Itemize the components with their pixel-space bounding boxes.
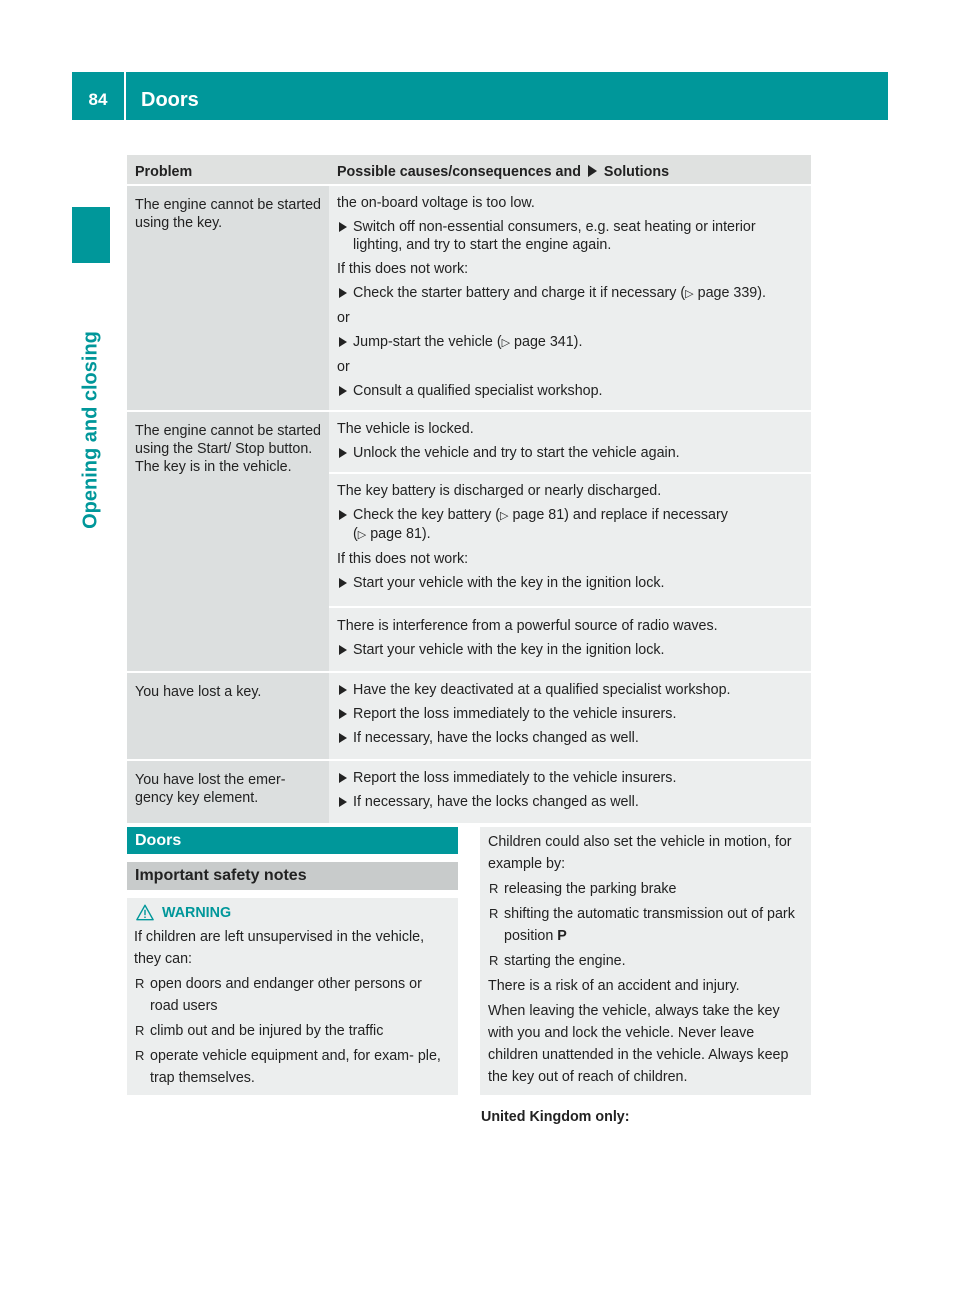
page-title: Doors — [141, 89, 199, 111]
action-arrow-icon — [339, 645, 347, 655]
action-arrow-icon — [339, 578, 347, 588]
advice-text: When leaving the vehicle, always take the key with you and lock the vehicle. Never leave children unattended in the vehicle. Always keep the key out of reach of children. — [488, 1003, 789, 1085]
action-step — [337, 641, 803, 659]
list-item — [134, 973, 451, 1017]
column-header-causes-text: Possible causes/consequences and — [337, 164, 581, 180]
action-step — [337, 793, 803, 811]
action-arrow-icon — [339, 222, 347, 232]
side-tab-marker — [72, 207, 110, 263]
action-arrow-icon — [339, 448, 347, 458]
section-heading-doors: Doors — [127, 827, 458, 854]
list-item — [488, 903, 803, 947]
problem-cell: You have lost a key. — [127, 672, 329, 760]
action-text: Check the key battery ( — [353, 507, 501, 523]
bullet-icon: R — [489, 881, 499, 896]
action-step — [337, 284, 803, 303]
page-reference: page 81) and replace if necessary — [512, 507, 728, 523]
problem-cell: The engine cannot be started using the Start/ Stop button. The key is in the vehicle. — [127, 411, 329, 672]
list-item — [134, 1020, 451, 1042]
action-text: Report the loss immediately to the vehicle insurers. — [353, 770, 677, 786]
warning-continuation-box — [480, 827, 811, 1095]
table-row — [127, 185, 811, 411]
problem-cell: You have lost the emer- gency key element. — [127, 760, 329, 823]
action-arrow-icon — [588, 165, 597, 177]
action-step — [337, 444, 803, 462]
page-ref-icon: ▷ — [357, 529, 367, 541]
action-arrow-icon — [339, 709, 347, 719]
solution-cell — [329, 411, 811, 473]
table-header-row — [127, 155, 811, 185]
action-arrow-icon — [339, 337, 347, 347]
action-step — [337, 705, 803, 723]
action-arrow-icon — [339, 773, 347, 783]
cause-text: the on-board voltage is too low. — [337, 195, 535, 211]
bullet-text: open doors and endanger other persons or road users — [150, 976, 422, 1014]
action-arrow-icon — [339, 733, 347, 743]
page-ref-icon: ▷ — [501, 337, 511, 349]
chapter-label: Opening and closing — [79, 331, 102, 529]
continuation-intro: Children could also set the vehicle in motion, for example by: — [488, 834, 792, 872]
troubleshooting-table — [127, 155, 811, 823]
action-text: Consult a qualified specialist workshop. — [353, 383, 603, 399]
action-step — [337, 769, 803, 787]
action-arrow-icon — [339, 510, 347, 520]
table-row — [127, 672, 811, 760]
risk-text: There is a risk of an accident and injury. — [488, 978, 740, 994]
column-header-causes — [329, 155, 811, 185]
action-text: Unlock the vehicle and try to start the vehicle again. — [353, 445, 680, 461]
page-number: 84 — [88, 90, 108, 109]
bullet-icon: R — [489, 953, 499, 968]
warning-header — [134, 902, 451, 924]
bullet-text: operate vehicle equipment and, for exam- ple, trap themselves. — [150, 1048, 441, 1086]
gear-position-label: P — [557, 928, 567, 944]
page-ref-icon: ▷ — [685, 288, 694, 300]
solution-cell — [329, 672, 811, 760]
action-step: Check the key battery (▷ page 81) and replace if necessary (▷ page 81). — [337, 506, 803, 544]
page-reference: page 339). — [697, 285, 766, 301]
bullet-text: shifting the automatic transmission out of park position — [504, 906, 795, 944]
header-divider — [124, 72, 126, 120]
action-arrow-icon — [339, 386, 347, 396]
list-item — [134, 1045, 451, 1089]
action-step — [337, 681, 803, 699]
bullet-icon: R — [135, 1048, 145, 1063]
action-text: Report the loss immediately to the vehicle insurers. — [353, 706, 677, 722]
action-text: If necessary, have the locks changed as well. — [353, 794, 639, 810]
bullet-text: climb out and be injured by the traffic — [150, 1023, 384, 1039]
list-item — [488, 950, 803, 972]
warning-label: WARNING — [162, 905, 232, 921]
action-arrow-icon — [339, 685, 347, 695]
bullet-text: releasing the parking brake — [504, 881, 677, 897]
problem-cell: The engine cannot be started using the key. — [127, 185, 329, 411]
action-step — [337, 382, 803, 400]
action-step — [337, 333, 803, 352]
cause-text: The key battery is discharged or nearly discharged. — [337, 483, 662, 499]
fallback-text: If this does not work: — [337, 551, 469, 567]
or-text: or — [337, 359, 350, 375]
fallback-text: If this does not work: — [337, 261, 469, 277]
column-header-solutions-text: Solutions — [603, 164, 670, 180]
or-text: or — [337, 310, 350, 326]
action-text: Start your vehicle with the key in the ignition lock. — [353, 575, 665, 591]
bullet-icon: R — [489, 906, 499, 921]
column-header-problem: Problem — [127, 155, 329, 185]
action-step — [337, 218, 803, 254]
subsection-heading-safety: Important safety notes — [127, 862, 458, 890]
region-heading: United Kingdom only: — [481, 1109, 630, 1125]
solution-cell — [329, 607, 811, 672]
warning-intro: If children are left unsupervised in the vehicle, they can: — [134, 929, 425, 967]
table-row — [127, 760, 811, 823]
action-arrow-icon — [339, 288, 347, 298]
warning-box — [127, 898, 458, 1095]
warning-triangle-icon — [136, 904, 154, 921]
solution-cell — [329, 760, 811, 823]
page-ref-icon: ▷ — [500, 510, 509, 522]
list-item — [488, 878, 803, 900]
action-text: Switch off non-essential consumers, e.g. seat heating or interior lighting, and try to start the engine again. — [353, 219, 756, 253]
action-text: Start your vehicle with the key in the ignition lock. — [353, 642, 665, 658]
action-step — [337, 574, 803, 592]
action-text: If necessary, have the locks changed as well. — [353, 730, 639, 746]
action-text: Jump-start the vehicle ( — [353, 334, 502, 350]
bullet-text: starting the engine. — [504, 953, 626, 969]
action-text: Check the starter battery and charge it if necessary ( — [353, 285, 686, 301]
action-arrow-icon — [339, 797, 347, 807]
table-row — [127, 411, 811, 473]
cause-text: The vehicle is locked. — [337, 421, 474, 437]
page-reference: page 341). — [514, 334, 583, 350]
solution-cell — [329, 473, 811, 607]
page-reference: page 81). — [370, 526, 431, 542]
bullet-icon: R — [135, 976, 145, 991]
bullet-icon: R — [135, 1023, 145, 1038]
solution-cell — [329, 185, 811, 411]
action-step — [337, 729, 803, 747]
cause-text: There is interference from a powerful source of radio waves. — [337, 618, 718, 634]
action-text: Have the key deactivated at a qualified specialist workshop. — [353, 682, 731, 698]
